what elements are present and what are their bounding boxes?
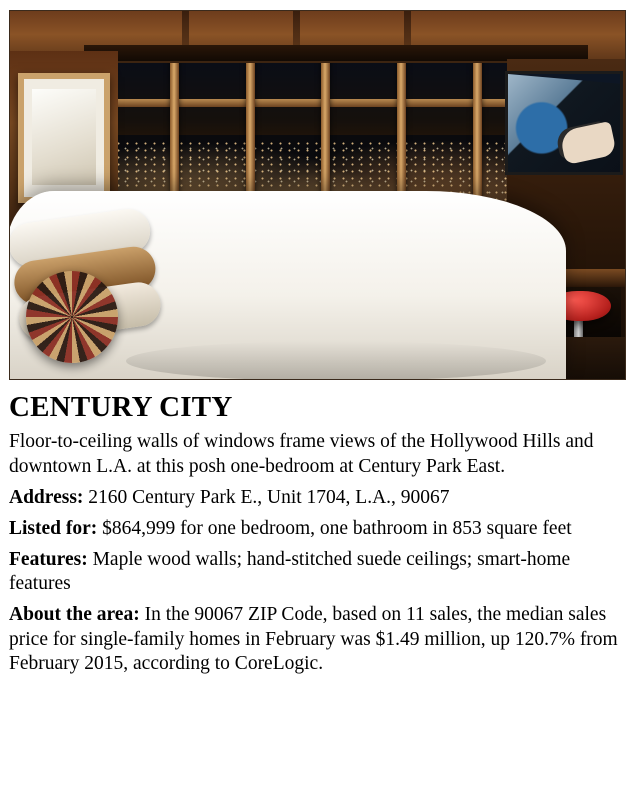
- wall-television: [505, 71, 623, 175]
- field-about-the-area-label: About the area:: [9, 604, 140, 626]
- field-address: [9, 486, 626, 510]
- framed-artwork: [18, 73, 110, 203]
- bed-shadow: [126, 341, 546, 380]
- field-features: [9, 548, 626, 596]
- field-about-the-area: [9, 603, 626, 676]
- article-text: [9, 392, 626, 676]
- field-address-label: Address:: [9, 486, 84, 508]
- patterned-throw-pillow: [26, 271, 118, 363]
- property-photo: [9, 10, 626, 380]
- article-lede: Floor-to-ceiling walls of windows frame views of the Hollywood Hills and downtown L.A. at this posh one-bedroom at Century Park East.: [9, 431, 594, 477]
- field-features-label: Features:: [9, 549, 88, 571]
- field-listed-for-value: $864,999 for one bedroom, one bathroom in 853 square feet: [97, 517, 572, 539]
- field-features-value: Maple wood walls; hand-stitched suede ceilings; smart-home features: [9, 549, 571, 595]
- field-listed-for-label: Listed for:: [9, 517, 98, 539]
- field-about-the-area-value: In the 90067 ZIP Code, based on 11 sales, the median sales price for single-family homes in February was $1.49 million, up 120.7% from February 2015, according to CoreLogic.: [9, 604, 618, 674]
- field-address-value: 2160 Century Park E., Unit 1704, L.A., 90067: [83, 486, 450, 508]
- page-title: CENTURY CITY: [9, 391, 233, 423]
- field-listed-for: [9, 517, 626, 541]
